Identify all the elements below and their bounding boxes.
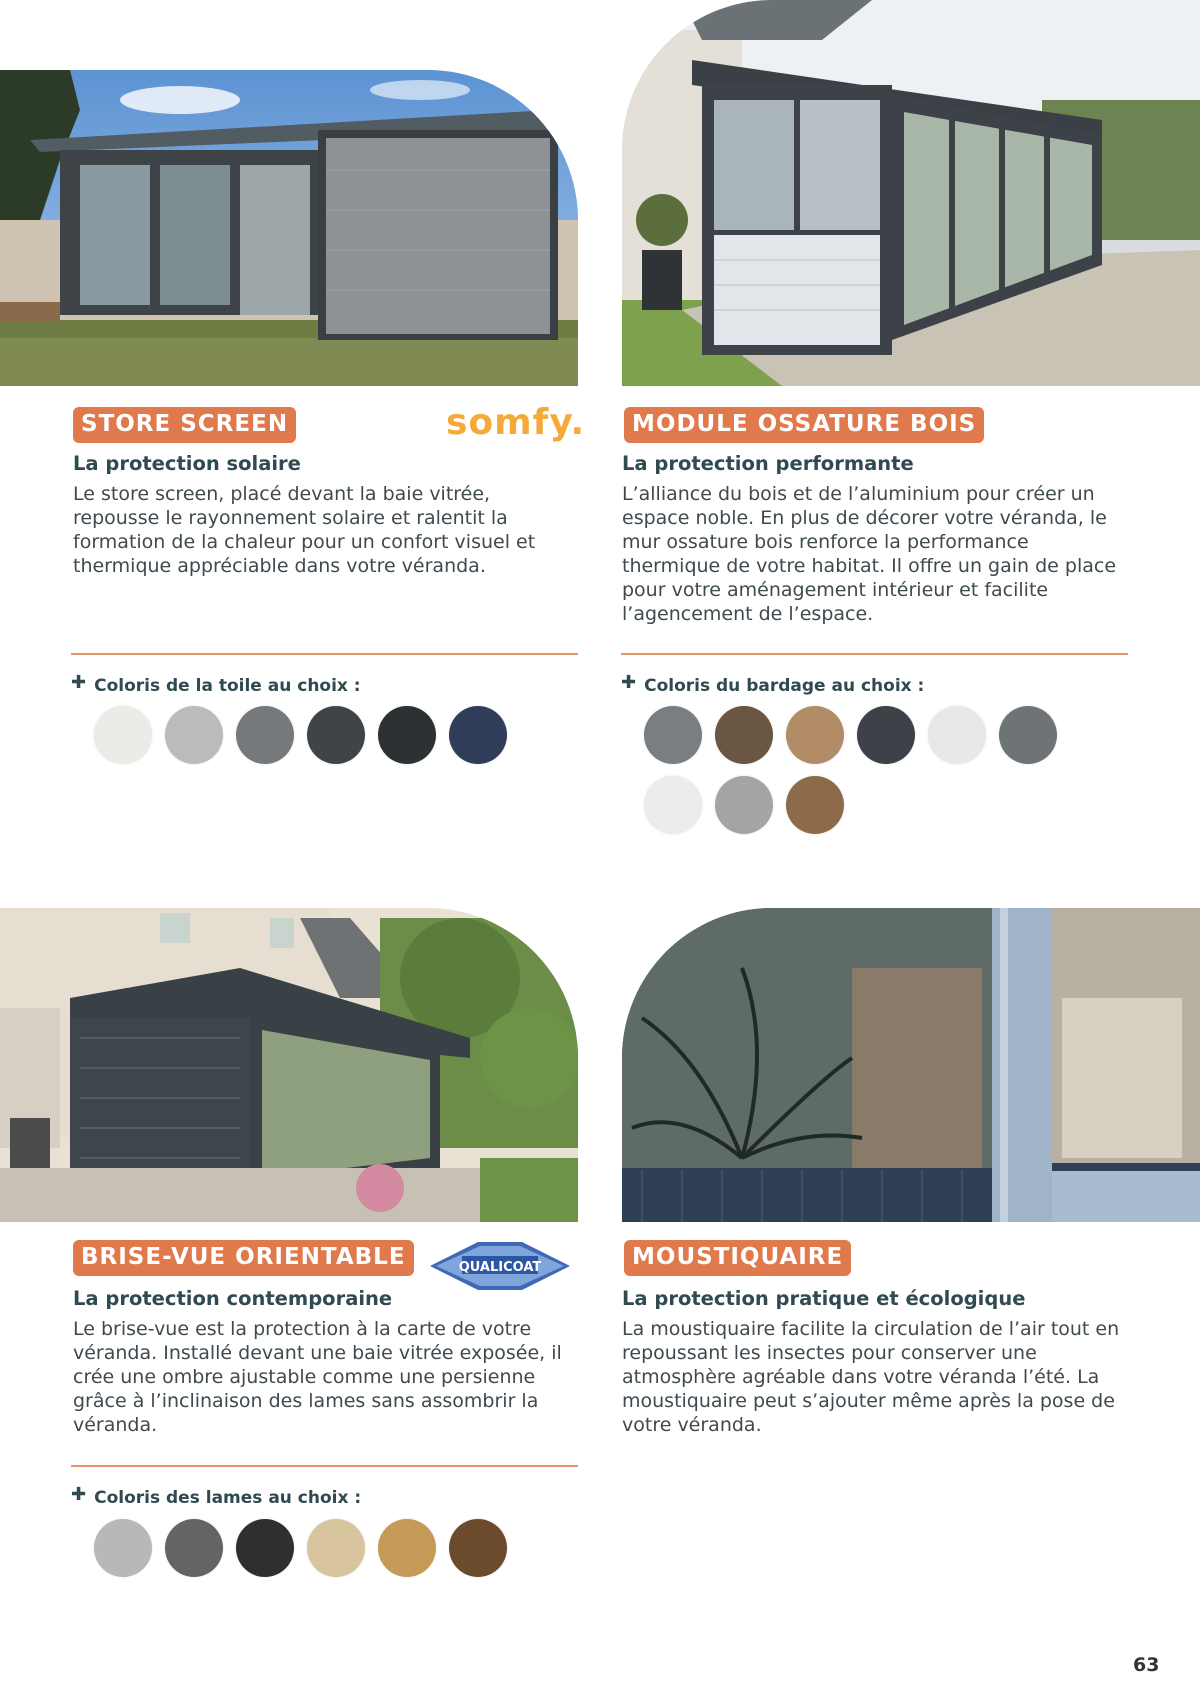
moustiquaire-text: La moustiquaire facilite la circulation de l’air tout en repoussant les insectes pour conserver une atmosphère agréable dans votre véranda l’été. La moustiquaire peut s’ajouter même après la pose de votre véranda. [622,1318,1120,1436]
color-swatch [644,776,702,834]
color-swatch [715,706,773,764]
ossature-bois-tag: MODULE OSSATURE BOIS [624,407,984,443]
color-swatch [715,776,773,834]
somfy-logo: somfy. [446,402,586,443]
store-screen-divider [71,653,578,655]
color-swatch [378,706,436,764]
plus-icon: ✚ [621,672,637,693]
brise-vue-colors-title: ✚ Coloris des lames au choix : [71,1484,362,1508]
color-swatch [94,706,152,764]
store-screen-photo [0,70,578,386]
ossature-bois-divider [621,653,1128,655]
moustiquaire-tag: MOUSTIQUAIRE [624,1240,851,1276]
plus-icon: ✚ [71,1484,87,1505]
color-swatch [449,1519,507,1577]
color-swatch [307,706,365,764]
color-swatch [786,706,844,764]
color-swatch [94,1519,152,1577]
color-swatch [786,776,844,834]
page-number: 63 [1133,1654,1160,1676]
color-swatch [378,1519,436,1577]
ossature-bois-photo [622,0,1200,386]
store-screen-colors-title: ✚ Coloris de la toile au choix : [71,672,361,696]
store-screen-tag: STORE SCREEN [73,407,296,443]
store-screen-text: Le store screen, placé devant la baie vitrée, repousse le rayonnement solaire et ralentit la formation de la chaleur pour un confort visuel et thermique appréciable dans votre véranda. [73,483,536,577]
color-swatch [307,1519,365,1577]
qualicoat-logo-text: QUALICOAT [458,1260,542,1275]
plus-icon: ✚ [71,672,87,693]
color-swatch [644,706,702,764]
moustiquaire-subtitle: La protection pratique et écologique [622,1287,1026,1310]
color-swatch [236,706,294,764]
brise-vue-text: Le brise-vue est la protection à la carte de votre véranda. Installé devant une baie vitrée exposée, il crée une ombre ajustable comme une persienne grâce à l’inclinaison des lames sans assombrir la véranda. [73,1318,562,1436]
store-screen-subtitle: La protection solaire [73,452,301,475]
ossature-bois-text: L’alliance du bois et de l’aluminium pour créer un espace noble. En plus de décorer votre véranda, le mur ossature bois renforce la performance thermique de votre habitat. Il offre un gain de place pour votre aménagement intérieur et facilite l’agencement de l’espace. [622,483,1117,625]
color-swatch [928,706,986,764]
brise-vue-photo [0,908,578,1222]
brise-vue-divider [71,1465,578,1467]
ossature-bois-colors-title: ✚ Coloris du bardage au choix : [621,672,925,696]
color-swatch [236,1519,294,1577]
color-swatch [165,1519,223,1577]
ossature-bois-subtitle: La protection performante [622,452,914,475]
qualicoat-logo [428,1238,572,1294]
color-swatch [165,706,223,764]
brise-vue-subtitle: La protection contemporaine [73,1287,393,1310]
brise-vue-tag: BRISE-VUE ORIENTABLE [73,1240,414,1276]
color-swatch [857,706,915,764]
moustiquaire-photo [622,908,1200,1222]
color-swatch [999,706,1057,764]
color-swatch [449,706,507,764]
